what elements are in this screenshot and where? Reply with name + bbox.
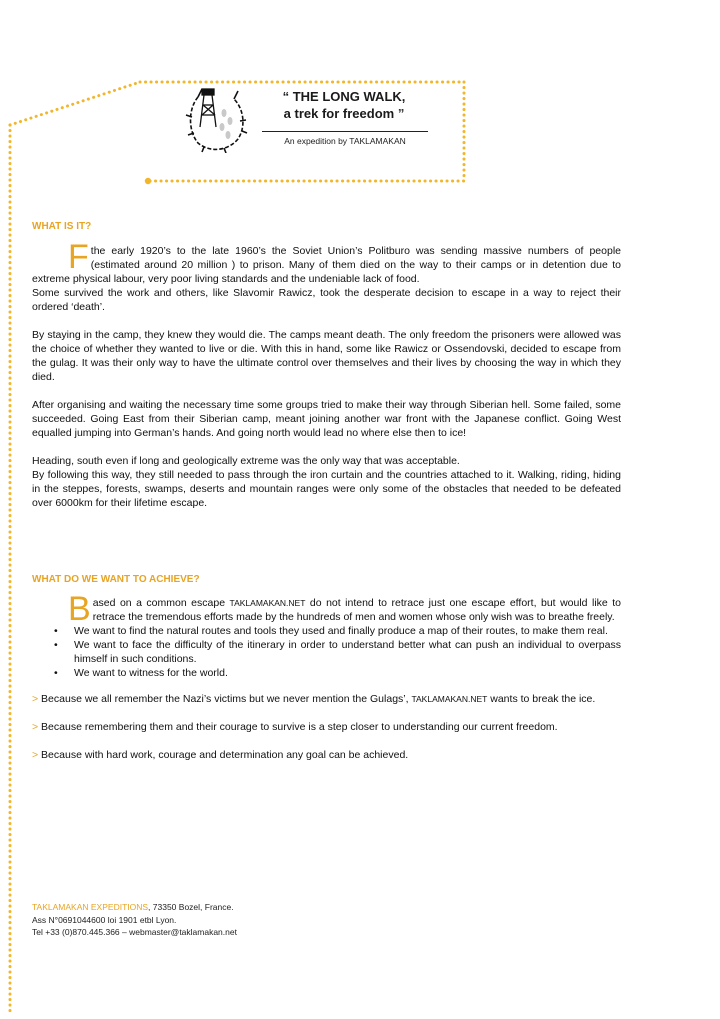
list-item: • We want to witness for the world.: [74, 666, 621, 680]
footer-line1: TAKLAMAKAN EXPEDITIONS, 73350 Bozel, France.: [32, 902, 234, 912]
section2-body: [32, 590, 621, 762]
document-title-line1: “ THE LONG WALK,: [282, 89, 406, 104]
section1-paragraph1-cont: Some survived the work and others, like Slavomir Rawicz, took the desperate decision to escape in a way to reject their ordered ‘death’.: [32, 287, 621, 313]
barbed-wire-watchtower-logo-icon: [184, 87, 248, 153]
reason-paragraph-2: > Because remembering them and their courage to survive is a step closer to understanding our current freedom.: [32, 721, 558, 733]
section-heading-what-do-we-want: WHAT DO WE WANT TO ACHIEVE?: [32, 574, 200, 585]
list-item: • We want to face the difficulty of the itinerary in order to understand better what can push an individual to overpass himself in such conditions.: [74, 638, 621, 666]
footer-line2: Ass N°0691044600 loi 1901 etbl Lyon.: [32, 914, 177, 925]
section1-paragraph3: After organising and waiting the necessary time some groups tried to make their way through Siberian hell. Some failed, some succeeded. Going East from their Siberian camp, meant joining another war front with the Japanese conflict. Going West equalled jumping into German’s hands. And going north would lead no where else then to ice!: [32, 399, 621, 439]
footer-line3: Tel +33 (0)870.445.366 – webmaster@taklamakan.net: [32, 927, 237, 937]
dropcap-f: F: [68, 238, 89, 276]
list-item: • We want to find the natural routes and tools they used and finally produce a map of their routes, to make them real.: [74, 624, 621, 638]
dropcap-b: B: [68, 590, 91, 628]
section1-paragraph4a: Heading, south even if long and geologically extreme was the only way that was acceptable.: [32, 455, 460, 467]
footer-contact: [32, 901, 237, 939]
section2-paragraph1: Based on a common escape TAKLAMAKAN.NET do not intend to retrace just one escape effort, but would like to retrace the tremendous efforts made by the hundreds of men and women whose only wish was to breathe freely.: [68, 590, 621, 628]
goals-list: [32, 624, 621, 680]
section1-paragraph1: Fthe early 1920’s to the late 1960’s the Soviet Union’s Politburo was sending massive numbers of people (estimated around 20 million ) to prison. Many of them died on the way to their camps or in detention due to extreme physical labour, very poor living standards and the undeniable lack of food.: [32, 238, 621, 285]
section-heading-what-is-it: WHAT IS IT?: [32, 221, 92, 232]
section1-paragraph2: By staying in the camp, they knew they would die. The camps meant death. The only freedom the prisoners were allowed was the choice of whether they wanted to live or die. With this in hand, some like Rawicz or Ossendovski, decided to escape from the gulag. It was their only way to have the ultimate control over themselves and their lives by choosing the way in which they died.: [32, 329, 621, 383]
document-subtitle: An expedition by TAKLAMAKAN: [284, 136, 406, 146]
reason-paragraph-3: > Because with hard work, courage and determination any goal can be achieved.: [32, 749, 409, 761]
title-divider: [262, 131, 428, 132]
section1-paragraph4b: By following this way, they still needed to pass through the iron curtain and the countries attached to it. Walking, riding, hiding in the steppes, forests, swamps, deserts and mountain ranges were only some of the obstacles that needed to be defeated over 6000km for their lifetime escape.: [32, 469, 621, 509]
document-title-line2: a trek for freedom ”: [283, 106, 405, 121]
section1-body: [32, 238, 621, 510]
reason-paragraph-1: > Because we all remember the Nazi’s victims but we never mention the Gulags’, TAKLAMAKAN.NET wants to break the ice.: [32, 693, 596, 705]
